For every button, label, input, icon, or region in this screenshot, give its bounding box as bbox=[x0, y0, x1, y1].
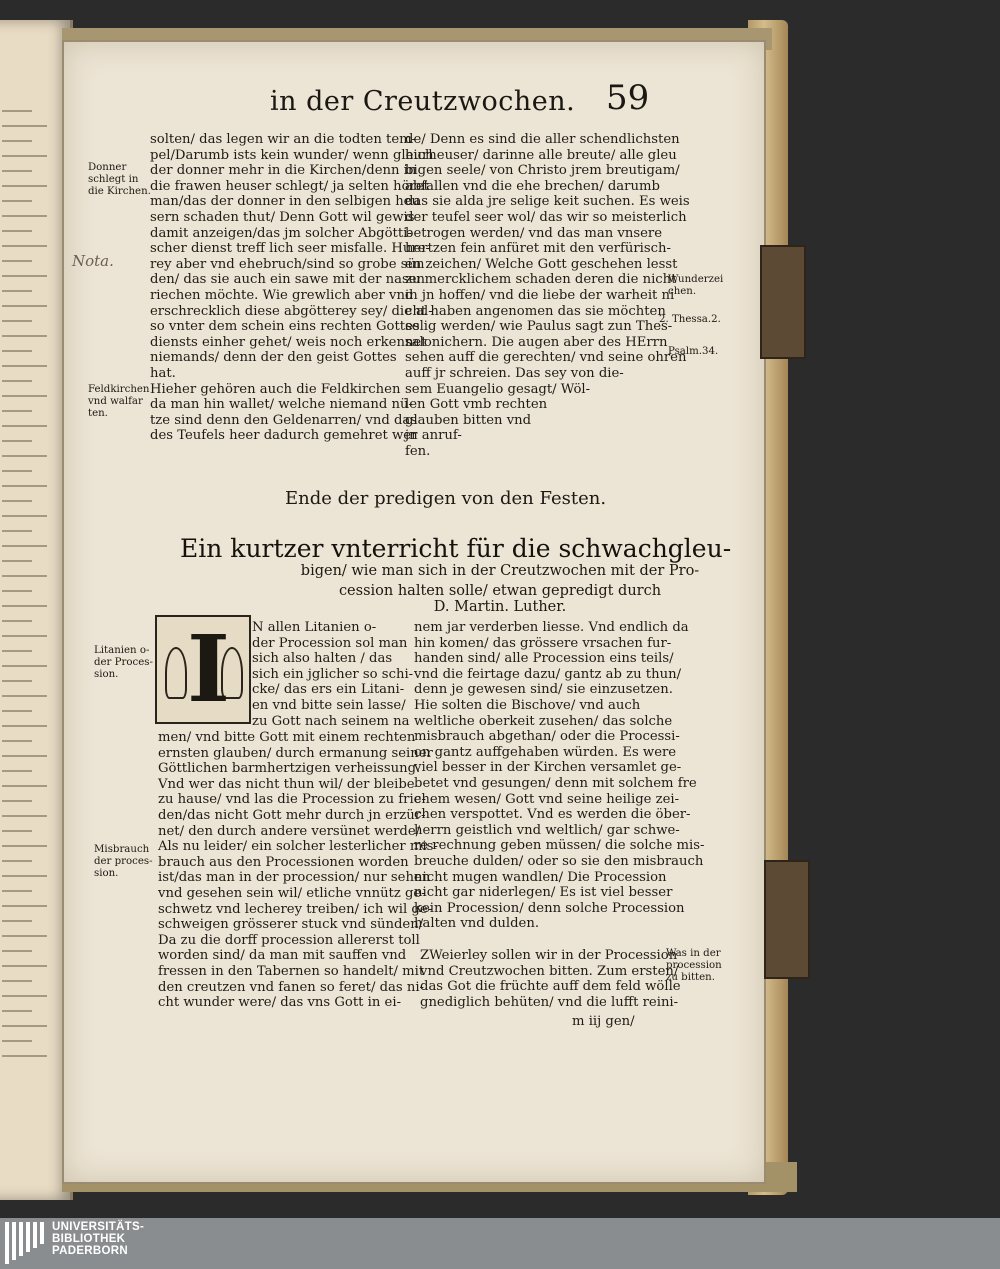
facing-page-text-line bbox=[2, 455, 47, 457]
margin-line: vnd walfar bbox=[88, 396, 143, 407]
text-line: den creutzen vnd fanen so feret/ das ni- bbox=[158, 979, 425, 995]
facing-page-text-line bbox=[2, 410, 32, 412]
text-line: der Procession sol man bbox=[252, 635, 408, 651]
facing-page-text-line bbox=[2, 965, 47, 967]
text-line: in jn hoffen/ vnd die liebe der warheit ni bbox=[405, 287, 675, 303]
text-line: on gantz auffgehaben würden. Es were bbox=[414, 744, 677, 760]
text-line: betrogen werden/ vnd das man vnsere bbox=[405, 225, 663, 241]
text-line: damit anzeigen/das jm solcher Abgötti- bbox=[150, 225, 412, 241]
text-line: kein Procession/ denn solche Procession bbox=[414, 900, 685, 916]
margin-line: Litanien o- bbox=[94, 645, 150, 656]
text-column-top-right bbox=[405, 132, 690, 459]
facing-page-text-line bbox=[2, 230, 32, 232]
rooster-left-icon bbox=[165, 647, 187, 699]
facing-page-text-line bbox=[2, 140, 32, 142]
margin-line: procession bbox=[666, 960, 722, 971]
text-line: hertzen fein anfüret mit den verfürisch- bbox=[405, 241, 671, 257]
sermon-subtitle-line: cession halten solle/ etwan gepredigt durch bbox=[338, 583, 662, 599]
margin-line: Donner bbox=[88, 162, 127, 173]
text-line: jn anruf- bbox=[405, 428, 462, 444]
text-line: fen. bbox=[405, 443, 431, 459]
margin-line: 2. Thessa.2. bbox=[659, 314, 721, 325]
margin-line: Misbrauch bbox=[94, 844, 150, 855]
facing-page-text-line bbox=[2, 425, 47, 427]
text-line: handen sind/ alle Procession eins teils/ bbox=[414, 651, 674, 667]
text-line: des Teufels heer dadurch gemehret wer bbox=[150, 428, 418, 444]
text-line: cht haben angenomen das sie möchten bbox=[405, 303, 666, 319]
text-line: Vnd wer das nicht thun wil/ der bleibe bbox=[158, 776, 415, 792]
margin-note-misbrauch bbox=[94, 844, 153, 880]
sermon-subtitle-line: bigen/ wie man sich in der Creutzwochen mit der Pro- bbox=[300, 563, 700, 579]
facing-page-text-line bbox=[2, 515, 47, 517]
text-line: erschrecklich diese abgötterey sey/ die al- bbox=[150, 303, 433, 319]
facing-page-text-line bbox=[2, 800, 32, 802]
facing-page-text-line bbox=[2, 845, 47, 847]
text-line: chen verspottet. Vnd es werden die öber- bbox=[414, 807, 691, 823]
facing-page-text-line bbox=[2, 740, 32, 742]
text-line: hurheuser/ darinne alle breute/ alle gleu bbox=[405, 147, 677, 163]
facing-page-text-line bbox=[2, 725, 47, 727]
text-line: brauch aus den Processionen worden bbox=[158, 854, 409, 870]
text-line: salonichern. Die augen aber des HErrn bbox=[405, 334, 668, 350]
text-line: viel besser in der Kirchen versamlet ge- bbox=[414, 760, 682, 776]
folio-number: 59 bbox=[606, 78, 650, 118]
logo-bar bbox=[12, 1222, 16, 1260]
margin-line: Psalm.34. bbox=[668, 346, 719, 357]
margin-line: Was in der bbox=[666, 948, 721, 959]
text-line: riechen möchte. Wie grewlich aber vnd bbox=[150, 287, 414, 303]
text-line: chem wesen/ Gott vnd seine heilige zei- bbox=[414, 791, 680, 807]
facing-page-text-line bbox=[2, 260, 32, 262]
facing-page-text-line bbox=[2, 1055, 47, 1057]
logo-bar bbox=[40, 1222, 44, 1244]
text-line: gnediglich behüten/ vnd die lufft reini- bbox=[420, 994, 679, 1010]
facing-page-text-line bbox=[2, 215, 47, 217]
facing-page-text-line bbox=[2, 485, 47, 487]
facing-page-text-line bbox=[2, 980, 32, 982]
text-line: vnd die feirtage dazu/ gantz ab zu thun/ bbox=[414, 666, 682, 682]
text-line: sern schaden thut/ Denn Gott wil gewis bbox=[150, 209, 415, 225]
facing-page-text-line bbox=[2, 1010, 32, 1012]
facing-page-text-line bbox=[2, 1040, 32, 1042]
text-line: sich ein jglicher so schi- bbox=[252, 666, 414, 682]
facing-page-text-line bbox=[2, 245, 47, 247]
text-line: herrn geistlich vnd weltlich/ gar schwe- bbox=[414, 822, 680, 838]
facing-page-text-line bbox=[2, 890, 32, 892]
facing-page-text-line bbox=[2, 365, 47, 367]
text-line: das sie alda jre selige keit suchen. Es weis bbox=[405, 194, 690, 210]
facing-page-text-line bbox=[2, 920, 32, 922]
text-column-beside-initial bbox=[252, 620, 413, 729]
text-line: man/das der donner in den selbigen heu bbox=[150, 194, 420, 210]
text-line: N allen Litanien o- bbox=[252, 620, 377, 635]
facing-page-text-line bbox=[2, 395, 47, 397]
facing-page-text-line bbox=[2, 470, 32, 472]
text-line: solten/ das legen wir an die todten tem- bbox=[150, 132, 417, 147]
text-line: so vnter dem schein eins rechten Gottes bbox=[150, 319, 420, 335]
text-line: fressen in den Tabernen so handelt/ mit bbox=[158, 963, 425, 979]
facing-page-text-line bbox=[2, 770, 32, 772]
library-name-line2: BIBLIOTHEK bbox=[52, 1233, 126, 1245]
text-line: glauben bitten vnd bbox=[405, 412, 532, 428]
text-line: hat. bbox=[150, 365, 176, 381]
text-line: halten vnd dulden. bbox=[414, 916, 540, 932]
text-line: Da zu die dorff procession allererst toll bbox=[158, 932, 420, 948]
text-line: den/das nicht Gott mehr durch jn erzür- bbox=[158, 807, 426, 823]
text-line: misbrauch abgethan/ oder die Processi- bbox=[414, 729, 680, 745]
margin-note-litanien bbox=[94, 645, 153, 681]
text-line: cht wunder were/ das vns Gott in ei- bbox=[158, 995, 402, 1011]
facing-page-text-line bbox=[2, 905, 47, 907]
text-line: breuche dulden/ oder so sie den misbrauch bbox=[414, 853, 704, 869]
text-line: das Got die früchte auff dem feld wölle bbox=[420, 979, 681, 995]
margin-note-feldkirchen bbox=[88, 384, 149, 420]
text-line: niemands/ denn der den geist Gottes bbox=[150, 350, 397, 366]
text-line: nicht mugen wandlen/ Die Procession bbox=[414, 869, 667, 885]
facing-page-text-line bbox=[2, 350, 32, 352]
margin-line: die Kirchen. bbox=[88, 186, 151, 197]
text-line: en zeichen/ Welche Gott geschehen lesst bbox=[405, 256, 678, 272]
section-end-heading: Ende der predigen von den Festen. bbox=[285, 488, 607, 509]
text-line: betet vnd gesungen/ denn mit solchem fre bbox=[414, 775, 697, 791]
text-line: da man hin wallet/ welche niemand nü- bbox=[150, 397, 413, 413]
facing-page-text-line bbox=[2, 755, 47, 757]
logo-bar bbox=[19, 1222, 23, 1256]
text-line: ernsten glauben/ durch ermanung seiner bbox=[158, 745, 433, 761]
facing-page-text-line bbox=[2, 185, 47, 187]
clasp-bottom-icon bbox=[764, 860, 810, 979]
facing-page-text-line bbox=[2, 950, 32, 952]
facing-page-text-line bbox=[2, 680, 32, 682]
facing-page-text-line bbox=[2, 815, 47, 817]
text-line: den/ das sie auch ein sawe mit der nasen bbox=[150, 272, 426, 288]
library-name-line3: PADERBORN bbox=[52, 1245, 128, 1257]
text-line: schweigen grösserer stuck vnd sünden/ bbox=[158, 917, 424, 933]
text-line: denn je gewesen sind/ sie einzusetzen. bbox=[414, 682, 673, 698]
text-line: ZWeierley sollen wir in der Procession bbox=[420, 948, 678, 963]
margin-line: ten. bbox=[88, 408, 108, 419]
facing-page-text-line bbox=[2, 1025, 47, 1027]
text-column-bottom-left bbox=[158, 730, 438, 1011]
text-line: sem Euangelio gesagt/ Wöl- bbox=[405, 381, 591, 397]
facing-page-text-line bbox=[2, 710, 32, 712]
text-line: Hieher gehören auch die Feldkirchen bbox=[150, 381, 401, 397]
facing-page-text-line bbox=[2, 785, 47, 787]
text-line: re rechnung geben müssen/ die solche mis- bbox=[414, 838, 705, 854]
sermon-author-line: D. Martin. Luther. bbox=[433, 599, 567, 615]
text-line: len Gott vmb rechten bbox=[405, 397, 548, 413]
text-line: Als nu leider/ ein solcher lesterlicher mis- bbox=[158, 839, 438, 855]
facing-page-text-line bbox=[2, 665, 47, 667]
facing-page-text-line bbox=[2, 305, 47, 307]
library-logo-icon bbox=[5, 1222, 45, 1264]
logo-bar bbox=[5, 1222, 9, 1264]
text-line: sehen auff die gerechten/ vnd seine ohren bbox=[405, 350, 687, 366]
text-line: net/ den durch andere versünet werde/ bbox=[158, 823, 421, 839]
text-line: de/ Denn es sind die aller schendlichsten bbox=[405, 132, 680, 147]
library-name-line1: UNIVERSITÄTS- bbox=[52, 1221, 145, 1233]
facing-page-text-line bbox=[2, 335, 47, 337]
decorated-initial-icon bbox=[155, 615, 251, 724]
facing-page-text-line bbox=[2, 320, 32, 322]
text-line: nem jar verderben liesse. Vnd endlich da bbox=[414, 620, 689, 635]
facing-page-text-line bbox=[2, 620, 32, 622]
margin-note-donner bbox=[88, 162, 151, 198]
text-line: ist/das man in der procession/ nur sehen bbox=[158, 870, 431, 886]
handwritten-note: Nota. bbox=[72, 252, 114, 270]
text-line: men/ vnd bitte Gott mit einem rechten bbox=[158, 730, 416, 745]
running-head: in der Creutzwochen. bbox=[270, 86, 576, 117]
text-line: worden sind/ da man mit sauffen vnd bbox=[158, 948, 407, 964]
margin-line: chen. bbox=[668, 286, 697, 297]
text-line: Hie solten die Bischove/ vnd auch bbox=[414, 697, 641, 713]
text-line: diensts einher gehet/ weis noch erkennet bbox=[150, 334, 427, 350]
facing-page-text-line bbox=[2, 380, 32, 382]
facing-page-text-line bbox=[2, 560, 32, 562]
text-line: selig werden/ wie Paulus sagt zun Thes- bbox=[405, 319, 673, 335]
text-line: hin komen/ das grössere vrsachen fur- bbox=[414, 635, 672, 651]
facing-page-text-line bbox=[2, 995, 47, 997]
text-column-bottom-right bbox=[414, 620, 704, 932]
text-line: Göttlichen barmhertzigen verheissung. bbox=[158, 761, 421, 777]
text-line: der donner mehr in die Kirchen/denn in bbox=[150, 163, 417, 179]
margin-line: schlegt in bbox=[88, 174, 139, 185]
text-line: sich also halten / das bbox=[252, 651, 393, 667]
facing-page-text-line bbox=[2, 500, 32, 502]
text-line: weltliche oberkeit zusehen/ das solche bbox=[414, 713, 673, 729]
text-column-top-left bbox=[150, 132, 434, 444]
text-column-bottom-right-second bbox=[420, 948, 681, 1010]
text-line: tze sind denn den Geldenarren/ vnd das bbox=[150, 412, 418, 428]
logo-bar bbox=[26, 1222, 30, 1252]
text-line: pel/Darumb ists kein wunder/ wenn gleich bbox=[150, 147, 434, 163]
text-line: en vnd bitte sein lasse/ bbox=[252, 697, 406, 713]
facing-page-text-line bbox=[2, 155, 47, 157]
catchword: m iij gen/ bbox=[572, 1014, 635, 1029]
sermon-title: Ein kurtzer vnterricht für die schwachgleu- bbox=[180, 534, 732, 563]
margin-line: Wunderzei bbox=[668, 274, 724, 285]
text-line: schwetz vnd lecherey treiben/ ich wil ge- bbox=[158, 901, 433, 917]
facing-page-text-line bbox=[2, 830, 32, 832]
text-line: scher dienst treff lich seer misfalle. Hure- bbox=[150, 241, 430, 257]
margin-line: sion. bbox=[94, 669, 119, 680]
text-line: vnd Creutzwochen bitten. Zum ersten/ bbox=[420, 963, 679, 979]
facing-page-text-line bbox=[2, 530, 32, 532]
margin-line: der proces- bbox=[94, 856, 153, 867]
text-line: rey aber vnd ehebruch/sind so grobe sün bbox=[150, 256, 425, 272]
text-line: die frawen heuser schlegt/ ja selten höret bbox=[150, 178, 429, 194]
facing-page-text-line bbox=[2, 635, 47, 637]
facing-page-text-line bbox=[2, 275, 47, 277]
text-line: vnd gesehen sein wil/ etliche vnnütz ge- bbox=[158, 885, 426, 901]
facing-page-text-line bbox=[2, 875, 47, 877]
margin-line: sion. bbox=[94, 868, 119, 879]
text-line: der teufel seer wol/ das wir so meisterlich bbox=[405, 209, 687, 225]
text-line: cke/ das ers ein Litani- bbox=[252, 682, 405, 698]
text-line: bigen seele/ von Christo jrem breutigam/ bbox=[405, 163, 680, 179]
facing-page-text-line bbox=[2, 200, 32, 202]
text-line: auff jr schreien. Das sey von die- bbox=[405, 365, 624, 381]
facing-page-text-line bbox=[2, 170, 32, 172]
text-line: zu mercklichem schaden deren die nicht bbox=[405, 272, 677, 288]
margin-line: der Proces- bbox=[94, 657, 153, 668]
facing-page-text-line bbox=[2, 935, 47, 937]
facing-page-text-line bbox=[2, 860, 32, 862]
text-line: zu hause/ vnd las die Procession zu frie- bbox=[158, 792, 426, 808]
facing-page-text-line bbox=[2, 650, 32, 652]
facing-page-text-line bbox=[2, 695, 47, 697]
facing-page-text-line bbox=[2, 545, 47, 547]
margin-line: Feldkirchen bbox=[88, 384, 150, 395]
library-footer bbox=[0, 1218, 1000, 1269]
initial-letter: I bbox=[187, 615, 231, 723]
margin-line: zu bitten. bbox=[666, 972, 715, 983]
facing-page-text-line bbox=[2, 125, 47, 127]
text-line: zu Gott nach seinem na bbox=[252, 713, 410, 729]
facing-page-text-line bbox=[2, 110, 32, 112]
facing-page-text-line bbox=[2, 440, 32, 442]
facing-page-text-line bbox=[2, 290, 32, 292]
clasp-top-icon bbox=[760, 245, 806, 359]
text-line: abfallen vnd die ehe brechen/ darumb bbox=[405, 178, 660, 194]
logo-bar bbox=[33, 1222, 37, 1248]
text-line: nicht gar niderlegen/ Es ist viel besser bbox=[414, 885, 673, 901]
